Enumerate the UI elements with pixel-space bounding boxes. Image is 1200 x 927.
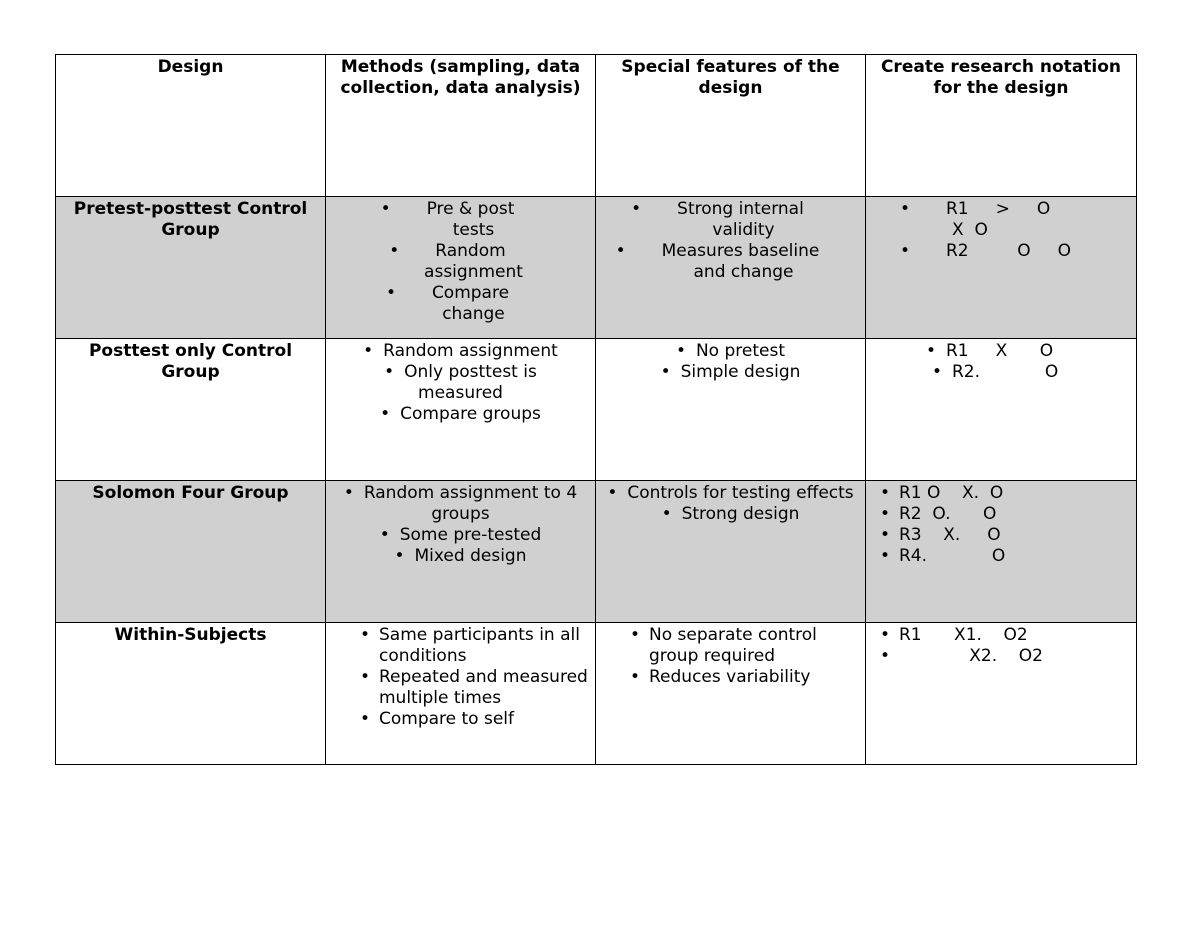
bullet-icon: • [932, 362, 943, 382]
list-item: • Strong internal validity [631, 199, 804, 240]
bullet-icon: • [879, 546, 891, 566]
list-item: • X2. O2 [871, 646, 1133, 667]
list-item: • R2 O. O [871, 504, 1133, 525]
bullet-icon: • [629, 667, 641, 687]
bullet-icon: • [879, 504, 891, 524]
bullet-icon: • [879, 483, 891, 503]
features-list [599, 625, 862, 688]
features-cell [596, 623, 866, 765]
bullet-icon: • [629, 625, 641, 645]
list-item: • Random assignment [363, 341, 558, 361]
bullet-icon: • [359, 667, 371, 687]
list-item: • R1 O X. O [871, 483, 1133, 504]
notation-list [926, 341, 1076, 383]
list-item: • Compare change [385, 283, 510, 324]
bullet-icon: • [363, 341, 374, 361]
methods-list [329, 625, 592, 730]
methods-cell [326, 481, 596, 623]
features-cell [596, 197, 866, 339]
bullet-icon: • [607, 483, 618, 503]
methods-list [329, 483, 592, 567]
bullet-icon: • [900, 241, 911, 261]
bullet-icon: • [879, 646, 891, 666]
list-item: • R1 > O X O [900, 199, 1072, 240]
notation-list [900, 199, 1076, 262]
notation-cell [866, 197, 1137, 339]
list-item: • Random assignment to 4 groups [343, 483, 578, 524]
notation-cell [866, 339, 1137, 481]
bullet-icon: • [394, 546, 405, 566]
bullet-icon: • [385, 283, 396, 303]
header-row [56, 55, 1137, 197]
bullet-icon: • [380, 404, 391, 424]
list-item: • Mixed design [394, 546, 527, 566]
methods-cell [326, 623, 596, 765]
list-item: • Reduces variability [621, 667, 862, 688]
bullet-icon: • [359, 709, 371, 729]
header-methods: Methods (sampling, data collection, data analysis) [326, 55, 596, 197]
bullet-icon: • [900, 199, 911, 219]
notation-cell [866, 481, 1137, 623]
design-name: Pretest-posttest Control Group [56, 197, 326, 339]
header-design: Design [56, 55, 326, 197]
list-item: • Simple design [660, 362, 801, 382]
bullet-icon: • [675, 341, 686, 361]
features-list [615, 199, 821, 283]
list-item: • Controls for testing effects [607, 483, 854, 503]
bullet-icon: • [389, 241, 400, 261]
design-name: Solomon Four Group [56, 481, 326, 623]
features-cell [596, 339, 866, 481]
bullet-icon: • [661, 504, 672, 524]
list-item: • No separate control group required [621, 625, 862, 667]
notation-list [869, 625, 1133, 667]
bullet-icon: • [879, 625, 891, 645]
list-item: • Repeated and measured multiple times [351, 667, 592, 709]
list-item: • Random assignment [389, 241, 523, 282]
list-item: • R1 X O [926, 341, 1054, 361]
list-item: • R1 X1. O2 [871, 625, 1133, 646]
list-item: • Only posttest is measured [384, 362, 537, 403]
bullet-icon: • [660, 362, 671, 382]
bullet-icon: • [926, 341, 937, 361]
bullet-icon: • [631, 199, 642, 219]
list-item: • Same participants in all conditions [351, 625, 592, 667]
bullet-icon: • [615, 241, 626, 261]
header-special-features: Special features of the design [596, 55, 866, 197]
list-item: • Strong design [661, 504, 800, 524]
bullet-icon: • [380, 199, 391, 219]
bullet-icon: • [379, 525, 390, 545]
features-cell [596, 481, 866, 623]
bullet-icon: • [359, 625, 371, 645]
table-row [56, 339, 1137, 481]
table-row [56, 623, 1137, 765]
bullet-icon: • [343, 483, 354, 503]
list-item: • R2. O [932, 362, 1059, 382]
notation-list [869, 483, 1133, 567]
list-item: • Compare to self [351, 709, 592, 730]
list-item: • R2 O O [900, 241, 1072, 261]
list-item: • Compare groups [380, 404, 541, 424]
bullet-icon: • [879, 525, 891, 545]
methods-cell [326, 339, 596, 481]
research-design-table [55, 54, 1137, 765]
bullet-icon: • [384, 362, 395, 382]
notation-cell [866, 623, 1137, 765]
methods-list [380, 199, 531, 325]
list-item: • Some pre-tested [379, 525, 542, 545]
table-row [56, 481, 1137, 623]
methods-cell [326, 197, 596, 339]
list-item: • R4. O [871, 546, 1133, 567]
design-name: Posttest only Control Group [56, 339, 326, 481]
features-list [599, 483, 862, 525]
list-item: • No pretest [675, 341, 786, 361]
design-name: Within-Subjects [56, 623, 326, 765]
header-research-notation: Create research notation for the design [866, 55, 1137, 197]
list-item: • R3 X. O [871, 525, 1133, 546]
features-list [599, 341, 862, 383]
list-item: • Measures baseline and change [615, 241, 820, 282]
list-item: • Pre & post tests [380, 199, 515, 240]
methods-list [329, 341, 592, 425]
table-row [56, 197, 1137, 339]
